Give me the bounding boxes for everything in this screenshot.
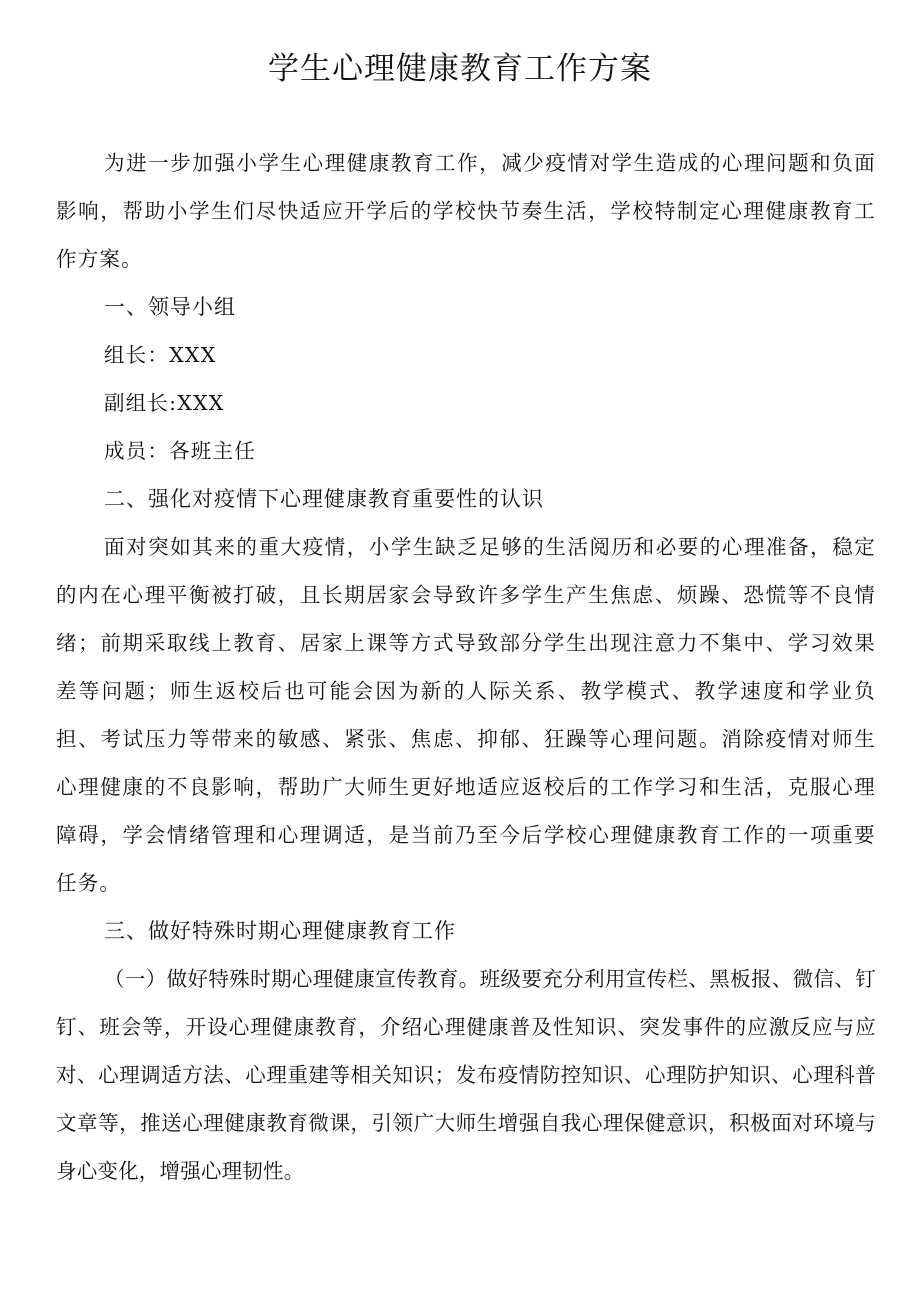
publicity-education-paragraph: （一）做好特殊时期心理健康宣传教育。班级要充分利用宣传栏、黑板报、微信、钉钉、班会等，开设心理健康教育，介绍心理健康普及性知识、突发事件的应激反应与应对、心理调适方法、心理重建等相关知识；发布疫情防控知识、心理防护知识、心理科普文章等，推送心理健康教育微课，引领广大师生增强自我心理保健意识，积极面对环境与身心变化，增强心理韧性。 — [56, 967, 876, 1183]
importance-paragraph: 面对突如其来的重大疫情，小学生缺乏足够的生活阅历和必要的心理准备，稳定的内在心理平衡被打破，且长期居家会导致许多学生产生焦虑、烦躁、恐慌等不良情绪；前期采取线上教育、居家上课等方式导致部分学生出现注意力不集中、学习效果差等问题；师生返校后也可能会因为新的人际关系、教学模式、教学速度和学业负担、考试压力等带来的敏感、紧张、焦虑、抑郁、狂躁等心理问题。消除疫情对师生心理健康的不良影响，帮助广大师生更好地适应返校后的工作学习和生活，克服心理障碍，学会情绪管理和心理调适，是当前乃至今后学校心理健康教育工作的一项重要任务。 — [56, 535, 876, 895]
intro-paragraph: 为进一步加强小学生心理健康教育工作，减少疫情对学生造成的心理问题和负面影响，帮助小学生们尽快适应开学后的学校快节奏生活，学校特制定心理健康教育工作方案。 — [56, 151, 876, 271]
section-heading-leadership: 一、领导小组 — [104, 295, 236, 319]
document-title: 学生心理健康教育工作方案 — [268, 51, 652, 87]
document-body — [56, 139, 876, 1195]
leader-line: 组长：XXX — [104, 343, 217, 367]
section-heading-importance: 二、强化对疫情下心理健康教育重要性的认识 — [104, 487, 544, 511]
deputy-leader-line: 副组长:XXX — [104, 391, 225, 415]
members-line: 成员：各班主任 — [104, 439, 256, 463]
section-heading-special-period: 三、做好特殊时期心理健康教育工作 — [104, 919, 456, 943]
